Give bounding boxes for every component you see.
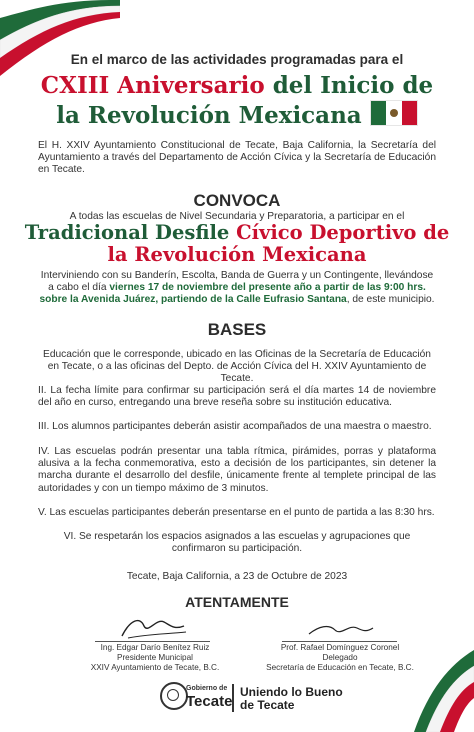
parade-details-part2: , de este municipio. [346, 294, 435, 306]
parade-title [12, 222, 462, 266]
parade-date-highlight: viernes 17 de noviembre del presente año a partir de las 9:00 hrs. sobre la Avenida Juárez, partiendo de la Calle Eufrasio Santana [39, 282, 426, 306]
bases-heading: BASES [207, 320, 267, 339]
signer-name-1: Ing. Edgar Darío Benítez Ruiz [100, 643, 210, 652]
slogan-line1: Uniendo lo Bueno [240, 685, 343, 699]
ribbon-decoration-top-left [0, 0, 120, 80]
slogan-line2: de Tecate [240, 698, 295, 712]
anniversary-title [20, 72, 454, 130]
parade-details-part1: Interviniendo con su Banderín, Escolta, Banda de Guerra y un Contingente, llevándose a cabo el día [40, 270, 434, 294]
slogan [240, 686, 343, 712]
atentamente-heading: ATENTAMENTE [185, 594, 289, 610]
signature-block-2 [245, 643, 435, 673]
base-ii: II. La fecha límite para confirmar su participación será el día martes 14 de noviembre del año en curso, entregando una breve reseña sobre su institución educativa. [38, 385, 436, 409]
title-green-part: del Inicio de [264, 72, 434, 99]
parade-title-green: Tradicional Desfile [24, 221, 237, 244]
title-red-part: CXIII Aniversario [40, 72, 265, 99]
signer-role-2: Delegado [322, 653, 358, 662]
logo-divider [232, 684, 234, 712]
base-vi: VI. Se respetarán los espacios asignados a las escuelas y agrupaciones que confirmaron su participación. [63, 531, 411, 555]
logo-gobierno-de: Gobierno de [186, 685, 228, 692]
signature-scribble-2 [305, 616, 375, 642]
parade-details [38, 270, 436, 307]
date-line: Tecate, Baja California, a 23 de Octubre de 2023 [126, 571, 348, 582]
signer-org-2: Secretaría de Educación en Tecate, B.C. [266, 663, 414, 672]
signature-scribble-1 [118, 612, 188, 642]
intro-line: En el marco de las actividades programadas para el [70, 52, 404, 67]
signature-block-1 [60, 643, 250, 673]
base-iv: IV. Las escuelas podrán presentar una tabla rítmica, pirámides, porras y plataforma alusiva a la fecha conmemorativa, esto a decisión de los participantes, sin detener la marcha durante el desarrollo del desfile, únicamente frente al templete principal de las autoridades y con un tiempo máximo de 3 minutos. [38, 446, 436, 494]
municipal-seal-icon [160, 682, 188, 710]
signature-line-1 [95, 641, 210, 642]
convoca-heading: CONVOCA [193, 191, 281, 210]
logo-city-name: Tecate [186, 693, 233, 710]
parade-title-red: Cívico Deportivo de [236, 221, 450, 244]
signer-name-2: Prof. Rafael Domínguez Coronel [280, 643, 400, 652]
base-v: V. Las escuelas participantes deberán presentarse en el punto de partida a las 8:30 hrs. [38, 507, 435, 518]
base-i: Educación que le corresponde, ubicado en las Oficinas de la Secretaría de Educación en Tecate, o a las oficinas del Depto. de Acción Cívica del H. XXIV Ayuntamiento de Tecate. [43, 349, 431, 385]
convoca-text: A todas las escuelas de Nivel Secundaria y Preparatoria, a participar en el [69, 211, 405, 222]
mexican-flag-icon [370, 100, 418, 126]
parade-title-line2: la Revolución Mexicana [107, 243, 367, 266]
signer-org-1: XXIV Ayuntamiento de Tecate, B.C. [90, 663, 220, 672]
organizers-paragraph: El H. XXIV Ayuntamiento Constitucional de Tecate, Baja California, la Secretaría del Ayuntamiento a través del Departamento de Acción Cívica y la Secretaría de Educación en Tecate. [38, 140, 436, 176]
base-iii: III. Los alumnos participantes deberán asistir acompañados de una maestra o maestro. [38, 421, 432, 432]
signer-role-1: Presidente Municipal [116, 653, 193, 662]
signature-line-2 [282, 641, 397, 642]
title-line2: la Revolución Mexicana [56, 102, 362, 129]
